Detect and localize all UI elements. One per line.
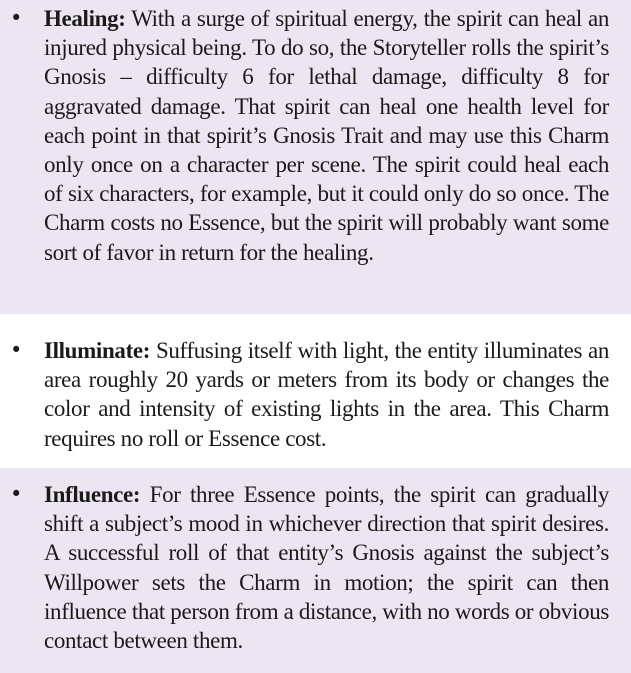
charm-description (44, 480, 609, 655)
bullet-icon: • (10, 482, 23, 506)
charm-description (44, 4, 609, 267)
charm-body: Suffusing itself with light, the entity illuminates an area roughly 20 yards or meters from its body or changes the color and intensity of existing lights in the area. This Charm requires no roll or Essence cost. (44, 338, 609, 451)
charm-term: Illuminate: (44, 338, 151, 363)
charm-body: With a surge of spiritual energy, the spirit can heal an injured physical being. To do so, the Storyteller rolls the spirit’s Gnosis – difficulty 6 for lethal damage, difficulty 8 for aggravated damage. That spirit can heal one health level for each point in that spirit’s Gnosis Trait and may use this Charm only once on a character per scene. The spirit could heal each of six characters, for example, but it could only do so once. The Charm costs no Essence, but the spirit will probably want some sort of favor in return for the healing. (44, 6, 609, 265)
bullet-icon: • (10, 6, 23, 30)
charm-entry-influence (0, 468, 631, 673)
charm-term: Healing: (44, 6, 126, 31)
charm-description (44, 336, 609, 453)
bullet-icon: • (10, 338, 23, 362)
charm-entry-illuminate (0, 314, 631, 468)
charm-term: Influence: (44, 482, 141, 507)
charm-entry-healing (0, 0, 631, 314)
charm-body: For three Essence points, the spirit can gradually shift a subject’s mood in whichever direction that spirit desires. A successful roll of that entity’s Gnosis against the subject’s Willpower sets the Charm in motion; the spirit can then influence that person from a distance, with no words or obvious contact between them. (44, 482, 609, 654)
